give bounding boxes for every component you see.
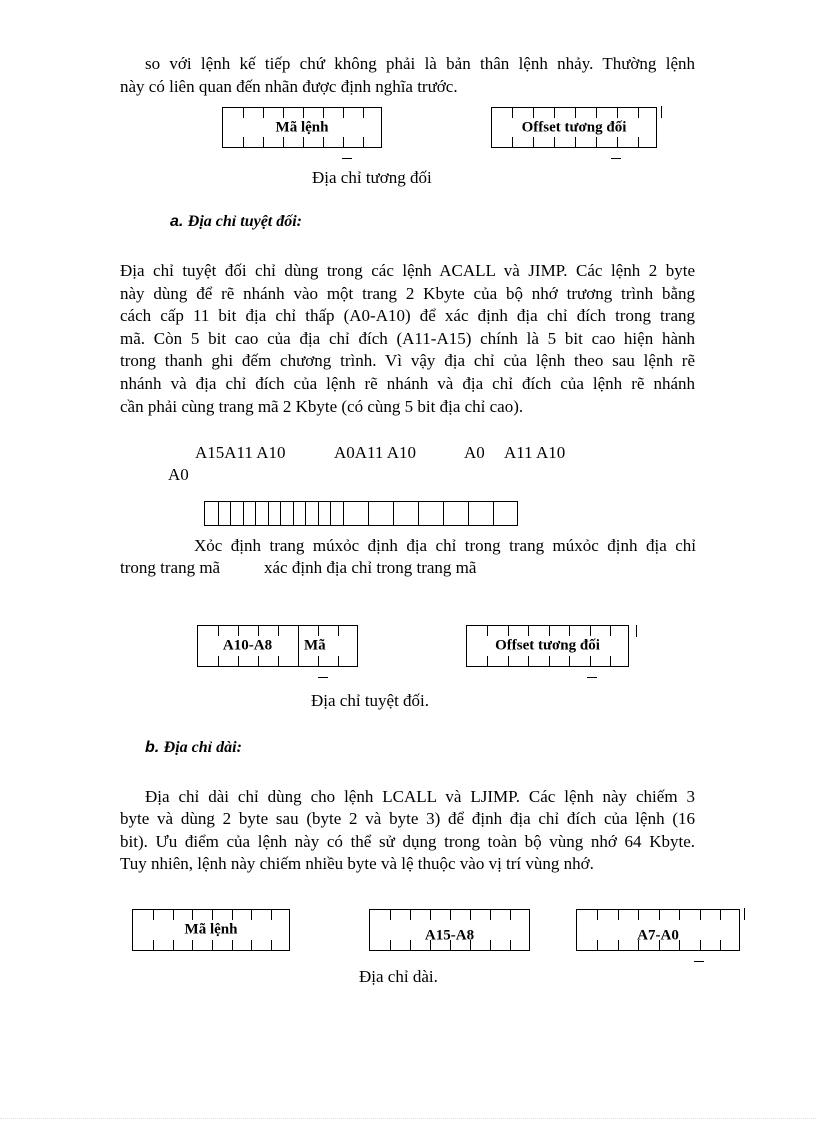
section-a-line-4: mã. Còn 5 bit cao của địa chỉ đích (A11-A15) chính là 5 bit cao hiện hành bbox=[120, 329, 695, 348]
low-byte-label: A7-A0 bbox=[637, 927, 679, 944]
absolute-caption: Địa chỉ tuyệt đối. bbox=[311, 691, 430, 710]
high-byte-label: A15-A8 bbox=[424, 927, 475, 944]
long-opcode-label: Mã lệnh bbox=[184, 921, 238, 938]
relative-caption: Địa chỉ tương đối bbox=[312, 168, 432, 187]
long-opcode-box bbox=[132, 909, 290, 951]
section-b-title: Địa chỉ dài: bbox=[163, 739, 242, 756]
section-a-heading bbox=[170, 213, 302, 231]
absolute-offset-box bbox=[466, 625, 629, 667]
bit-desc-line-2b: xác định địa chỉ trong trang mã bbox=[264, 558, 477, 577]
section-a-line-7: cần phải cùng trang mã 2 Kbyte (có cùng 5 bit địa chỉ cao). bbox=[120, 397, 524, 416]
section-b-line-3: bit). Ưu điểm của lệnh này có thể sử dụng trong toàn bộ vùng nhớ 64 Kbyte. bbox=[120, 832, 695, 851]
section-a-line-5: trong thanh ghi đếm chương trình. Vì vậy địa chỉ của lệnh theo sau lệnh rẽ bbox=[120, 351, 695, 370]
bit-label-2: A0A11 A10 bbox=[334, 443, 417, 462]
section-b-line-4: Tuy nhiên, lệnh này chiếm nhiều byte và lệ thuộc vào vị trí vùng nhớ. bbox=[120, 854, 594, 873]
opcode-label: Mã lệnh bbox=[275, 119, 329, 135]
page-bottom-edge bbox=[0, 1118, 816, 1120]
page-bits-label: A10-A8 bbox=[222, 637, 273, 654]
section-b-line-2: byte và dùng 2 byte sau (byte 2 và byte 3) để định địa chỉ đích của lệnh (16 bbox=[120, 809, 695, 828]
high-byte-box bbox=[369, 909, 530, 951]
bit-label-4: A11 A10 bbox=[504, 443, 566, 462]
absolute-offset-label: Offset tương đối bbox=[495, 637, 600, 654]
page-opcode-box bbox=[197, 625, 358, 667]
bit-label-5: A0 bbox=[168, 465, 189, 484]
section-a-line-1: Địa chỉ tuyệt đối chỉ dùng trong các lệnh ACALL và JIMP. Các lệnh 2 byte bbox=[120, 261, 695, 280]
section-a-marker: a. bbox=[170, 213, 184, 230]
low-byte-box bbox=[576, 909, 740, 951]
section-a-line-3: cách cấp 11 bit địa chỉ thấp (A0-A10) để xác định địa chỉ đích trong trang bbox=[120, 306, 695, 325]
bit-label-3: A0 bbox=[464, 443, 485, 462]
page-opcode-label: Mã bbox=[304, 637, 326, 654]
long-caption: Địa chỉ dài. bbox=[359, 967, 438, 986]
section-a-line-6: nhánh và địa chỉ đích của lệnh rẽ nhánh và địa chỉ đích của lệnh rẽ nhánh bbox=[120, 374, 695, 393]
section-b-heading bbox=[145, 739, 242, 757]
relative-offset-box bbox=[491, 107, 657, 148]
bit-desc-line-2a: trong trang mã bbox=[120, 558, 221, 577]
intro-line-1: so với lệnh kế tiếp chứ không phải là bản thân lệnh nhảy. Thường lệnh bbox=[145, 54, 695, 73]
bit-desc-line-1: Xỏc định trang múxỏc định địa chỉ trong trang múxỏc định địa chỉ bbox=[194, 536, 696, 555]
relative-offset-label: Offset tương đối bbox=[521, 119, 627, 135]
section-b-line-1: Địa chỉ dài chỉ dùng cho lệnh LCALL và LJIMP. Các lệnh này chiếm 3 bbox=[145, 787, 695, 806]
bit-cell-strip bbox=[204, 501, 518, 526]
section-a-line-2: này dùng để rẽ nhánh vào một trang 2 Kbyte của bộ nhớ trương trình bằng bbox=[120, 284, 695, 303]
intro-line-2: này có liên quan đến nhãn được định nghĩa trước. bbox=[120, 77, 458, 96]
opcode-box bbox=[222, 107, 382, 148]
section-a-title: Địa chỉ tuyệt đối: bbox=[187, 213, 303, 230]
section-b-marker: b. bbox=[145, 739, 160, 756]
bit-label-1: A15A11 A10 bbox=[195, 443, 286, 462]
